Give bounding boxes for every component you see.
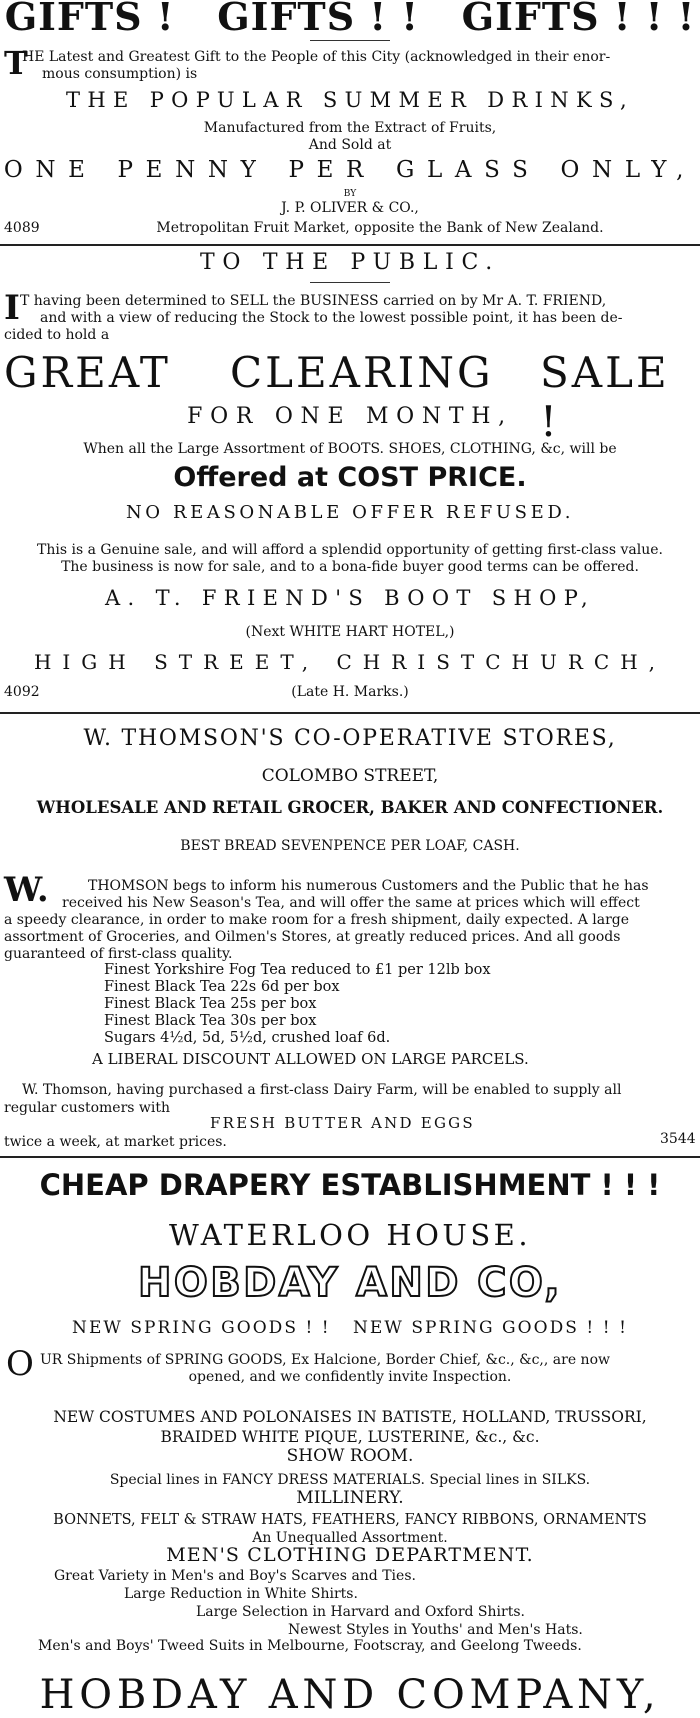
divider-2 (0, 712, 700, 714)
ad3-body-line2: received his New Season's Tea, and will offer the same at prices which will effect (62, 895, 640, 911)
ad3-dairy-line2: regular customers with (4, 1100, 171, 1116)
ad4-assortment: An Unequalled Assortment. (252, 1530, 448, 1546)
ad3-dairy-line3: twice a week, at market prices. (4, 1134, 227, 1150)
ad4-bonnets: BONNETS, FELT & STRAW HATS, FEATHERS, FANCY RIBBONS, ORNAMENTS (53, 1512, 647, 1528)
list-item: Finest Black Tea 22s 6d per box (104, 979, 340, 995)
list-item: Large Reduction in White Shirts. (124, 1586, 358, 1602)
ad3-butter: FRESH BUTTER AND EGGS (210, 1114, 475, 1132)
ad2-short-rule (310, 282, 390, 283)
ad3-body-line5: guaranteed of first-class quality. (4, 946, 233, 962)
ad2-street: HIGH STREET, CHRISTCHURCH, (33, 650, 667, 674)
ad3-body-line3: a speedy clearance, in order to make room for a fresh shipment, daily expected. A large (4, 912, 630, 928)
ad4-firm: HOBDAY AND CO, (137, 1260, 563, 1306)
list-item: Sugars 4½d, 5d, 5½d, crushed loaf 6d. (104, 1030, 391, 1046)
ad3-trade: WHOLESALE AND RETAIL GROCER, BAKER AND CONFECTIONER. (36, 798, 664, 817)
divider-3 (0, 1156, 700, 1158)
ad3-body-line4: assortment of Groceries, and Oilmen's Stores, at greatly reduced prices. And all goods (4, 929, 621, 945)
ad3-body-line1: THOMSON begs to inform his numerous Customers and the Public that he has (88, 878, 649, 894)
ad4-headline: CHEAP DRAPERY ESTABLISHMENT ! ! ! (39, 1168, 661, 1202)
ad4-mens: MEN'S CLOTHING DEPARTMENT. (166, 1544, 534, 1566)
ad3-headline: W. THOMSON'S CO-OPERATIVE STORES, (83, 726, 617, 751)
ad1-intro-line2: mous consumption) is (42, 66, 198, 82)
ad4-costumes-line2: BRAIDED WHITE PIQUE, LUSTERINE, &c., &c. (160, 1428, 540, 1446)
ad1-line2: And Sold at (308, 137, 392, 153)
ad3-street: COLOMBO STREET, (261, 766, 439, 786)
ad1-ref-number: 4089 (4, 220, 40, 236)
ad4-special: Special lines in FANCY DRESS MATERIALS. Special lines in SILKS. (109, 1472, 591, 1488)
ad3-bread: BEST BREAD SEVENPENCE PER LOAF, CASH. (180, 838, 520, 854)
ad1-dropcap: T (4, 44, 28, 82)
ad2-sale-word-sale: SALE ! (540, 348, 670, 446)
ad4-millinery: MILLINERY. (296, 1488, 404, 1508)
ad2-intro-line1: T having been determined to SELL the BUSINESS carried on by Mr A. T. FRIEND, (20, 293, 607, 309)
ad2-duration: FOR ONE MONTH, (187, 404, 513, 429)
ad2-late: (Late H. Marks.) (291, 684, 409, 700)
ad3-dropcap: W. (4, 870, 49, 910)
ad1-seller: J. P. OLIVER & CO., (281, 200, 419, 216)
ad4-house: WATERLOO HOUSE. (168, 1218, 532, 1252)
divider-1 (0, 244, 700, 246)
list-item: Men's and Boys' Tweed Suits in Melbourne, Footscray, and Geelong Tweeds. (38, 1638, 582, 1654)
ad4-intro-line2: opened, and we confidently invite Inspection. (188, 1369, 512, 1385)
ad1-line1: Manufactured from the Extract of Fruits, (203, 120, 497, 136)
ad1-by: BY (343, 189, 357, 199)
ad3-dairy-line1: W. Thomson, having purchased a first-class Dairy Farm, will be enabled to supply all (22, 1082, 622, 1098)
ad2-offer: Offered at COST PRICE. (173, 462, 527, 493)
ad2-intro-line3: cided to hold a (4, 327, 110, 343)
ad4-intro-line1: UR Shipments of SPRING GOODS, Ex Halcione, Border Chief, &c., &c,, are now (40, 1352, 610, 1368)
ad2-headline: TO THE PUBLIC. (200, 250, 500, 275)
ad4-costumes-line1: NEW COSTUMES AND POLONAISES IN BATISTE, HOLLAND, TRUSSORI, (53, 1408, 647, 1426)
ad3-ref-number: 3544 (660, 1131, 696, 1147)
ad4-dropcap: O (6, 1344, 34, 1384)
ad4-footer: HOBDAY AND COMPANY, (39, 1672, 661, 1718)
ad2-sale-word-clearing: CLEARING (230, 348, 494, 397)
ad1-title: THE POPULAR SUMMER DRINKS, (65, 88, 635, 112)
list-item: Finest Black Tea 30s per box (104, 1013, 317, 1029)
list-item: Large Selection in Harvard and Oxford Shirts. (196, 1604, 525, 1620)
ad2-next: (Next WHITE HART HOTEL,) (245, 624, 455, 640)
ad2-ref-number: 4092 (4, 684, 40, 700)
list-item: Finest Yorkshire Fog Tea reduced to £1 per 12lb box (104, 962, 491, 978)
ad3-discount: A LIBERAL DISCOUNT ALLOWED ON LARGE PARCELS. (92, 1050, 529, 1068)
ad1-intro-line1: HE Latest and Greatest Gift to the People of this City (acknowledged in their enor- (22, 49, 611, 65)
ad1-address: Metropolitan Fruit Market, opposite the Bank of New Zealand. (156, 220, 604, 236)
list-item: Great Variety in Men's and Boy's Scarves and Ties. (54, 1568, 416, 1584)
list-item: Finest Black Tea 25s per box (104, 996, 317, 1012)
ad2-refused: NO REASONABLE OFFER REFUSED. (125, 502, 575, 523)
ad2-goods: When all the Large Assortment of BOOTS. SHOES, CLOTHING, &c, will be (83, 441, 617, 457)
ad1-headline: GIFTS ! GIFTS ! ! GIFTS ! ! ! (4, 0, 696, 39)
ad4-showroom: SHOW ROOM. (286, 1446, 414, 1466)
ad2-shop: A. T. FRIEND'S BOOT SHOP, (105, 586, 595, 610)
ad2-sale-word-great: GREAT (4, 348, 171, 397)
ad1-short-rule (310, 40, 390, 41)
ad2-intro-line2: and with a view of reducing the Stock to the lowest possible point, it has been de- (40, 310, 623, 326)
ad4-spring: NEW SPRING GOODS ! ! NEW SPRING GOODS ! ! ! (72, 1318, 628, 1338)
list-item: Newest Styles in Youths' and Men's Hats. (288, 1622, 583, 1638)
ad1-price: ONE PENNY PER GLASS ONLY, (3, 157, 697, 183)
ad2-dropcap: I (4, 288, 20, 328)
ad2-genuine-line1: This is a Genuine sale, and will afford a splendid opportunity of getting first-class value. (37, 542, 663, 558)
ad2-genuine-line2: The business is now for sale, and to a bona-fide buyer good terms can be offered. (61, 559, 639, 575)
